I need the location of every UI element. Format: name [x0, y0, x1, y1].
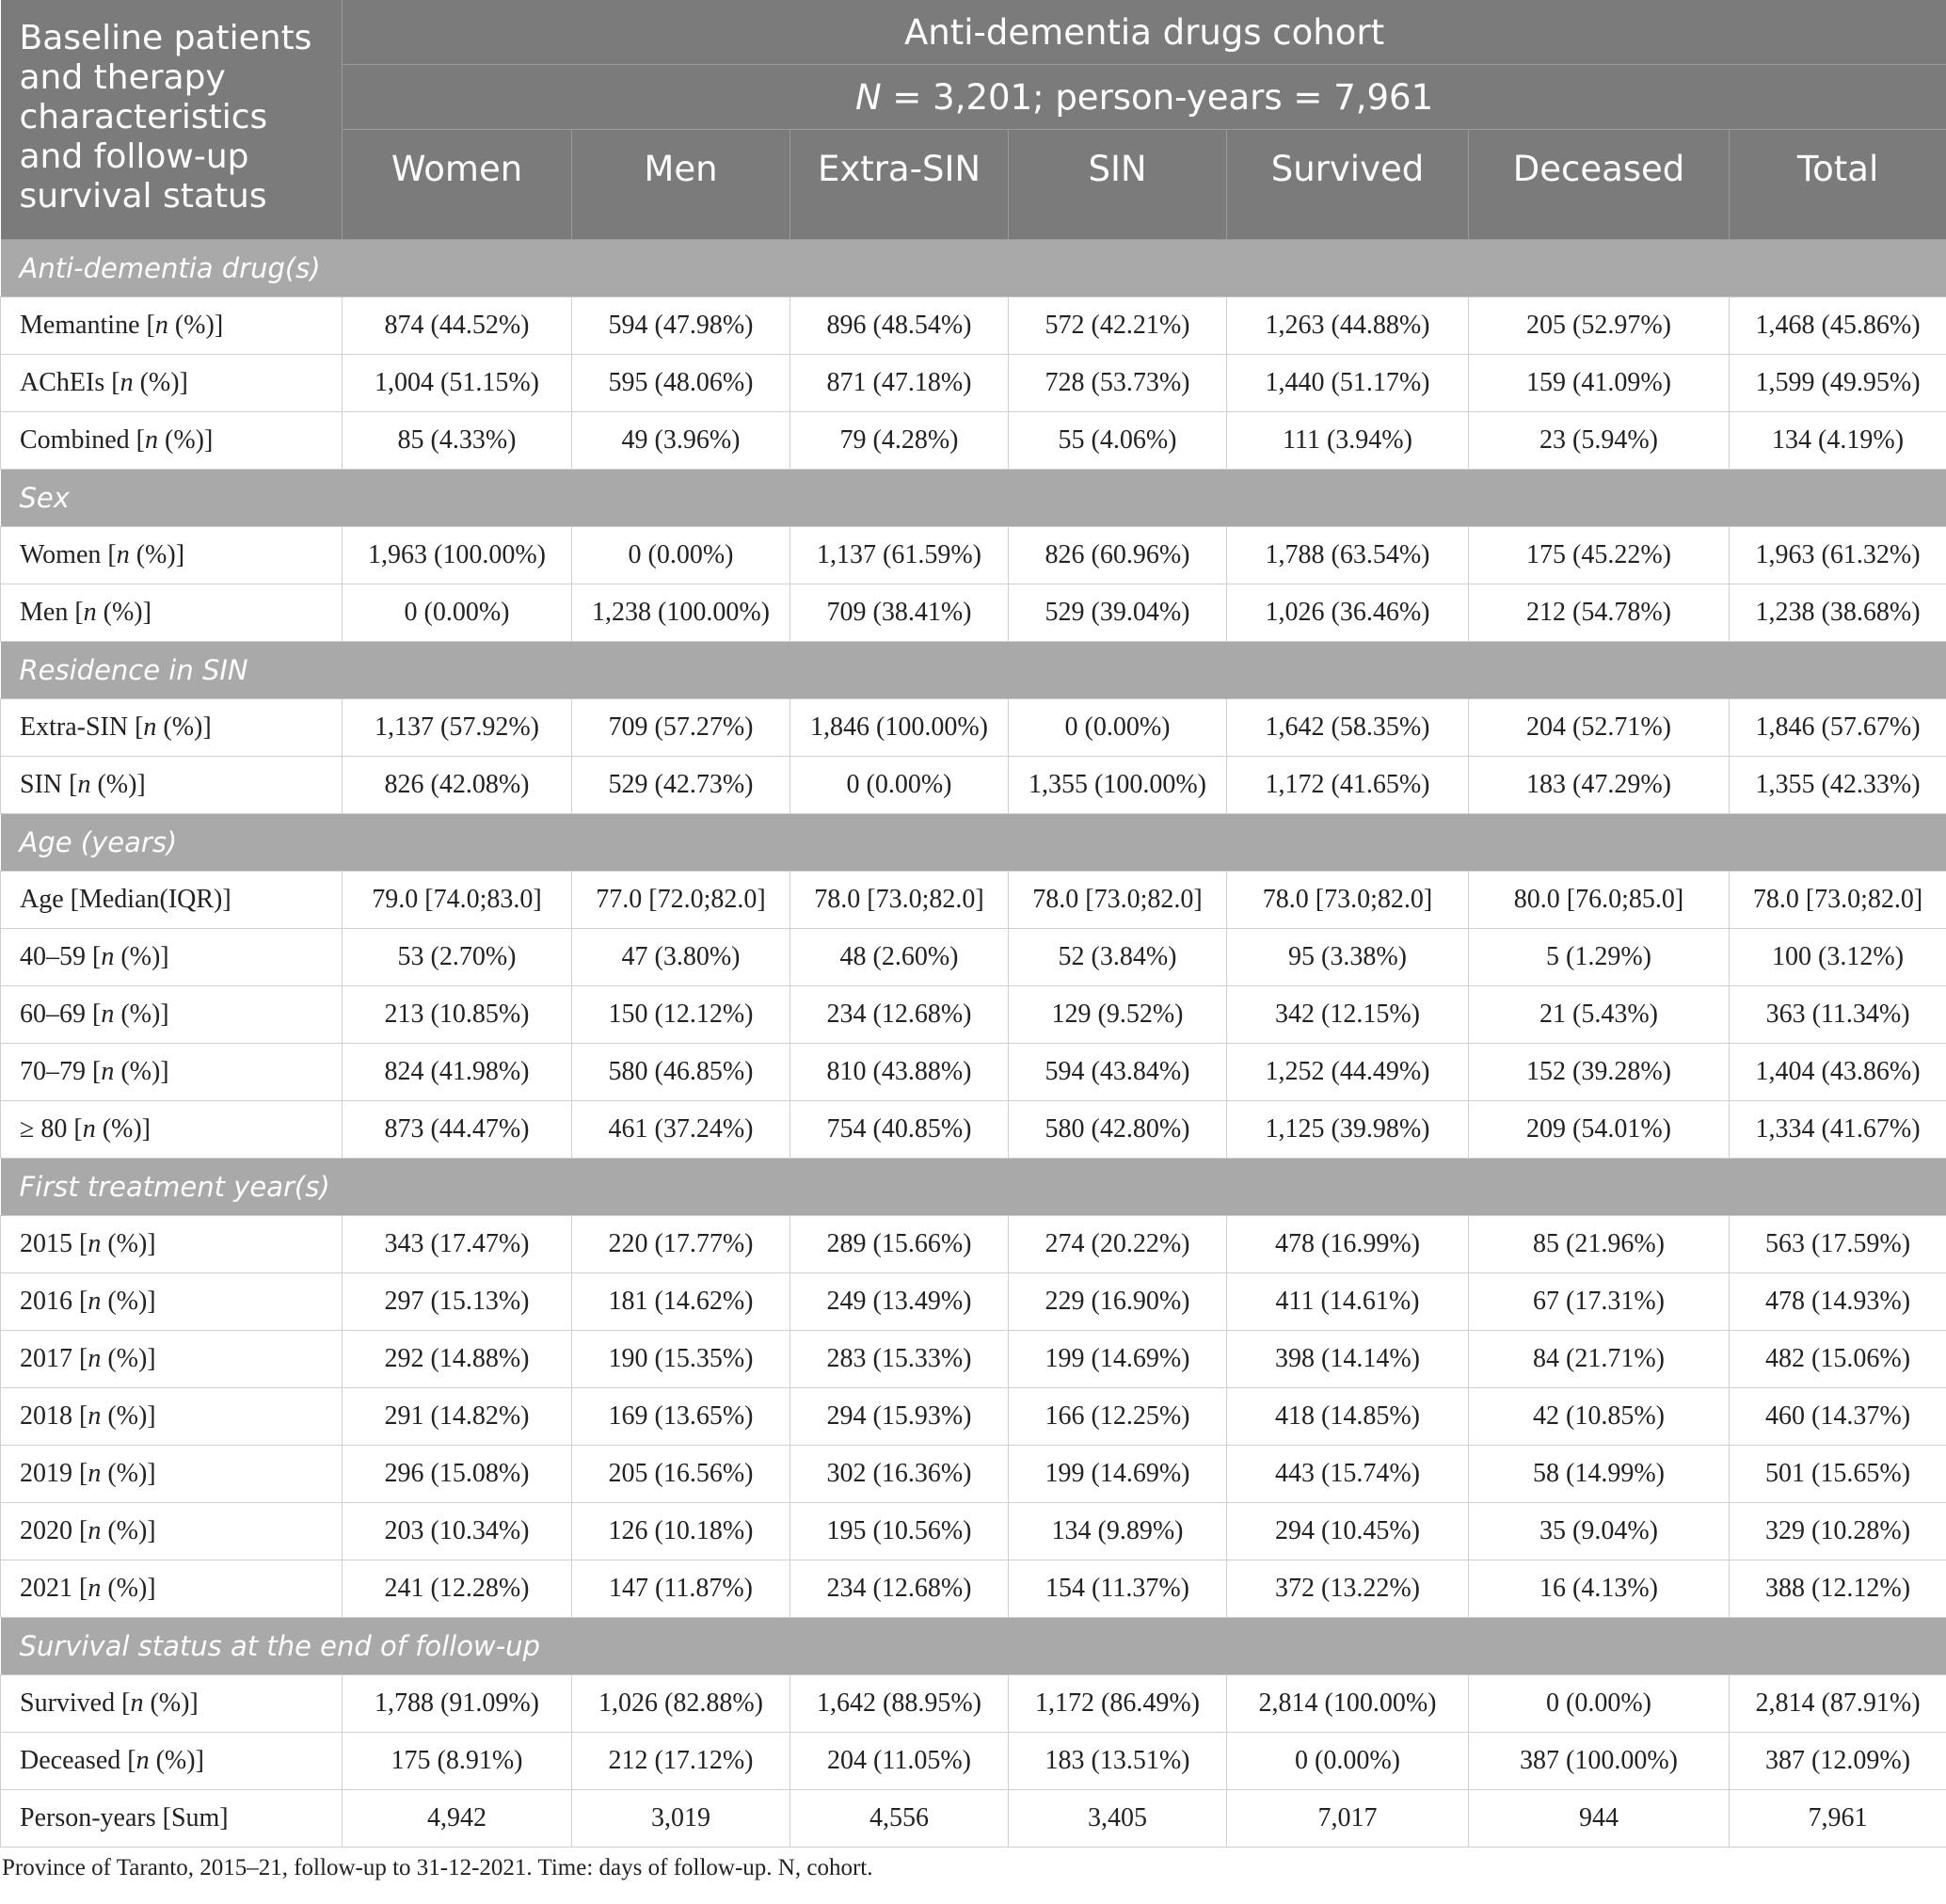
table-row: [1, 1446, 1946, 1503]
table-cell: 810 (43.88%): [790, 1044, 1009, 1101]
table-cell: 16 (4.13%): [1469, 1560, 1730, 1618]
row-label-unit: [n (%)]: [79, 1287, 156, 1316]
table-cell: 296 (15.08%): [343, 1446, 572, 1503]
table-cell: 134 (9.89%): [1009, 1503, 1227, 1560]
table-cell: 190 (15.35%): [572, 1331, 790, 1388]
table-cell: 1,963 (100.00%): [343, 527, 572, 584]
table-row: [1, 527, 1946, 584]
table-cell: 1,788 (63.54%): [1227, 527, 1469, 584]
table-cell: 1,334 (41.67%): [1730, 1101, 1946, 1159]
table-cell: 7,961: [1730, 1790, 1946, 1848]
row-label: [1, 1446, 343, 1503]
section-title: Residence in SIN: [1, 642, 1946, 699]
row-label: [1, 1101, 343, 1159]
table-row: [1, 355, 1946, 412]
table-row: [1, 412, 1946, 470]
row-label-text: Age: [20, 885, 64, 914]
row-label: [1, 1790, 343, 1848]
table-cell: 23 (5.94%): [1469, 412, 1730, 470]
table-cell: 302 (16.36%): [790, 1446, 1009, 1503]
table-row: [1, 757, 1946, 814]
table-cell: 205 (52.97%): [1469, 297, 1730, 355]
table-cell: 944: [1469, 1790, 1730, 1848]
table-cell: 594 (47.98%): [572, 297, 790, 355]
table-cell: 53 (2.70%): [343, 929, 572, 986]
table-cell: 212 (54.78%): [1469, 584, 1730, 642]
table-cell: 175 (45.22%): [1469, 527, 1730, 584]
table-cell: 580 (46.85%): [572, 1044, 790, 1101]
table-cell: 241 (12.28%): [343, 1560, 572, 1618]
table-cell: 78.0 [73.0;82.0]: [790, 872, 1009, 929]
table-row: [1, 1733, 1946, 1790]
table-cell: 289 (15.66%): [790, 1216, 1009, 1273]
table-cell: 372 (13.22%): [1227, 1560, 1469, 1618]
table-cell: 443 (15.74%): [1227, 1446, 1469, 1503]
column-header-deceased: Deceased: [1469, 130, 1730, 240]
row-label: [1, 986, 343, 1044]
table-row: [1, 1790, 1946, 1848]
table-row: [1, 872, 1946, 929]
table-cell: 1,252 (44.49%): [1227, 1044, 1469, 1101]
table-cell: 95 (3.38%): [1227, 929, 1469, 986]
table-cell: 195 (10.56%): [790, 1503, 1009, 1560]
table-cell: 1,172 (41.65%): [1227, 757, 1469, 814]
table-cell: 1,172 (86.49%): [1009, 1675, 1227, 1733]
table-row: [1, 584, 1946, 642]
table-cell: 874 (44.52%): [343, 297, 572, 355]
table-cell: 826 (60.96%): [1009, 527, 1227, 584]
row-label-text: 60–69: [20, 1000, 86, 1029]
table-cell: 478 (14.93%): [1730, 1273, 1946, 1331]
row-label: [1, 929, 343, 986]
table-cell: 100 (3.12%): [1730, 929, 1946, 986]
table-cell: 169 (13.65%): [572, 1388, 790, 1446]
table-cell: 4,556: [790, 1790, 1009, 1848]
table-row: [1, 929, 1946, 986]
cohort-n-letter: N: [854, 76, 882, 118]
table-cell: 5 (1.29%): [1469, 929, 1730, 986]
row-label-unit: [n (%)]: [79, 1516, 156, 1545]
row-label-unit: [n (%)]: [136, 425, 214, 455]
table-cell: 387 (12.09%): [1730, 1733, 1946, 1790]
corner-line: and follow-up: [19, 137, 249, 176]
table-cell: 709 (38.41%): [790, 584, 1009, 642]
table-cell: 572 (42.21%): [1009, 297, 1227, 355]
table-cell: 0 (0.00%): [1227, 1733, 1469, 1790]
table-cell: 826 (42.08%): [343, 757, 572, 814]
row-label-unit: [n (%)]: [92, 1000, 169, 1029]
table-cell: 134 (4.19%): [1730, 412, 1946, 470]
row-label-text: Combined: [20, 425, 130, 455]
table-cell: 204 (52.71%): [1469, 699, 1730, 757]
table-cell: 363 (11.34%): [1730, 986, 1946, 1044]
table-cell: 213 (10.85%): [343, 986, 572, 1044]
table-cell: 594 (43.84%): [1009, 1044, 1227, 1101]
table-cell: 204 (11.05%): [790, 1733, 1009, 1790]
table-cell: 482 (15.06%): [1730, 1331, 1946, 1388]
column-header-women: Women: [343, 130, 572, 240]
row-label: [1, 1044, 343, 1101]
section-title: Age (years): [1, 814, 1946, 872]
table-cell: 47 (3.80%): [572, 929, 790, 986]
table-cell: 52 (3.84%): [1009, 929, 1227, 986]
table-cell: 824 (41.98%): [343, 1044, 572, 1101]
section-title: First treatment year(s): [1, 1159, 1946, 1216]
table-row: [1, 1331, 1946, 1388]
table-cell: 85 (21.96%): [1469, 1216, 1730, 1273]
table-cell: 1,004 (51.15%): [343, 355, 572, 412]
table-cell: 0 (0.00%): [790, 757, 1009, 814]
row-label-text: 2016: [20, 1287, 72, 1316]
table-row: [1, 1388, 1946, 1446]
table-cell: 42 (10.85%): [1469, 1388, 1730, 1446]
table-cell: 896 (48.54%): [790, 297, 1009, 355]
row-label-text: 2018: [20, 1401, 72, 1431]
row-label-text: 70–79: [20, 1057, 86, 1086]
table-cell: 234 (12.68%): [790, 986, 1009, 1044]
row-label-text: 2021: [20, 1574, 72, 1603]
table-cell: 1,468 (45.86%): [1730, 297, 1946, 355]
row-label: [1, 1675, 343, 1733]
table-cell: 1,238 (100.00%): [572, 584, 790, 642]
row-label-text: Person-years: [20, 1803, 156, 1832]
row-label-unit: [n (%)]: [107, 540, 185, 569]
row-label-text: 2019: [20, 1459, 72, 1488]
row-label: [1, 872, 343, 929]
table-cell: 2,814 (87.91%): [1730, 1675, 1946, 1733]
row-label-unit: [n (%)]: [127, 1746, 204, 1775]
table-cell: 79 (4.28%): [790, 412, 1009, 470]
table-cell: 78.0 [73.0;82.0]: [1730, 872, 1946, 929]
table-row: [1, 699, 1946, 757]
table-cell: 411 (14.61%): [1227, 1273, 1469, 1331]
table-cell: 297 (15.13%): [343, 1273, 572, 1331]
table-cell: 234 (12.68%): [790, 1560, 1009, 1618]
table-cell: 294 (15.93%): [790, 1388, 1009, 1446]
row-label: [1, 297, 343, 355]
table-cell: 21 (5.43%): [1469, 986, 1730, 1044]
row-label-text: Extra-SIN: [20, 712, 129, 742]
table-cell: 1,026 (82.88%): [572, 1675, 790, 1733]
table-cell: 1,137 (61.59%): [790, 527, 1009, 584]
table-cell: 48 (2.60%): [790, 929, 1009, 986]
table-row: [1, 986, 1946, 1044]
row-label: [1, 1388, 343, 1446]
table-cell: 229 (16.90%): [1009, 1273, 1227, 1331]
cohort-n-rest: = 3,201; person-years = 7,961: [881, 76, 1434, 118]
table-cell: 418 (14.85%): [1227, 1388, 1469, 1446]
column-header-survived: Survived: [1227, 130, 1469, 240]
table-cell: 183 (47.29%): [1469, 757, 1730, 814]
table-cell: 154 (11.37%): [1009, 1560, 1227, 1618]
cohort-title: Anti-dementia drugs cohort: [343, 0, 1946, 65]
table-cell: 2,814 (100.00%): [1227, 1675, 1469, 1733]
table-cell: 67 (17.31%): [1469, 1273, 1730, 1331]
table-cell: 0 (0.00%): [1469, 1675, 1730, 1733]
row-label-unit: [n (%)]: [79, 1401, 156, 1431]
table-cell: 1,963 (61.32%): [1730, 527, 1946, 584]
table-cell: 212 (17.12%): [572, 1733, 790, 1790]
table-row: [1, 297, 1946, 355]
table-cell: 209 (54.01%): [1469, 1101, 1730, 1159]
table-body: [1, 240, 1946, 1848]
table-cell: 199 (14.69%): [1009, 1446, 1227, 1503]
section-header-row: [1, 642, 1946, 699]
table-cell: 1,238 (38.68%): [1730, 584, 1946, 642]
row-label-unit: [n (%)]: [73, 1114, 151, 1144]
table-row: [1, 1503, 1946, 1560]
row-label: [1, 1273, 343, 1331]
row-label-unit: [n (%)]: [146, 311, 224, 340]
table-row: [1, 1560, 1946, 1618]
row-label-unit: [n (%)]: [79, 1574, 156, 1603]
table-cell: 183 (13.51%): [1009, 1733, 1227, 1790]
row-label: [1, 527, 343, 584]
table-cell: 398 (14.14%): [1227, 1331, 1469, 1388]
table-cell: 478 (16.99%): [1227, 1216, 1469, 1273]
row-label: [1, 412, 343, 470]
row-label-unit: [n (%)]: [79, 1344, 156, 1373]
row-label: [1, 355, 343, 412]
row-label-unit: [n (%)]: [111, 368, 188, 397]
table-cell: 58 (14.99%): [1469, 1446, 1730, 1503]
table-cell: 80.0 [76.0;85.0]: [1469, 872, 1730, 929]
row-label-text: ≥ 80: [20, 1114, 68, 1144]
table-cell: 529 (39.04%): [1009, 584, 1227, 642]
row-label-text: SIN: [20, 770, 63, 799]
section-title: Survival status at the end of follow-up: [1, 1618, 1946, 1675]
column-header-total: Total: [1730, 130, 1946, 240]
table-cell: 580 (42.80%): [1009, 1101, 1227, 1159]
table-cell: 220 (17.77%): [572, 1216, 790, 1273]
table-cell: 294 (10.45%): [1227, 1503, 1469, 1560]
corner-line: Baseline patients: [19, 19, 312, 57]
table-cell: 1,788 (91.09%): [343, 1675, 572, 1733]
table-footnote: Province of Taranto, 2015–21, follow-up to 31-12-2021. Time: days of follow-up. N, cohort.: [2, 1855, 873, 1880]
table-cell: 35 (9.04%): [1469, 1503, 1730, 1560]
section-header-row: [1, 814, 1946, 872]
table-cell: 166 (12.25%): [1009, 1388, 1227, 1446]
table-cell: 0 (0.00%): [572, 527, 790, 584]
table-cell: 709 (57.27%): [572, 699, 790, 757]
row-label-text: 2020: [20, 1516, 72, 1545]
table-cell: 79.0 [74.0;83.0]: [343, 872, 572, 929]
row-label-text: Survived: [20, 1688, 116, 1718]
section-title: Sex: [1, 470, 1946, 527]
row-label-text: 40–59: [20, 942, 86, 971]
table-cell: 3,405: [1009, 1790, 1227, 1848]
table-cell: 126 (10.18%): [572, 1503, 790, 1560]
table-cell: 181 (14.62%): [572, 1273, 790, 1331]
column-header-men: Men: [572, 130, 790, 240]
table-row: [1, 1675, 1946, 1733]
corner-line: characteristics: [19, 98, 268, 136]
table-cell: 461 (37.24%): [572, 1101, 790, 1159]
row-label-text: 2017: [20, 1344, 72, 1373]
table-cell: 1,404 (43.86%): [1730, 1044, 1946, 1101]
table-row: [1, 1273, 1946, 1331]
row-label: [1, 1560, 343, 1618]
column-header-sin: SIN: [1009, 130, 1227, 240]
table-cell: 3,019: [572, 1790, 790, 1848]
table-cell: 1,846 (57.67%): [1730, 699, 1946, 757]
cohort-size: [343, 65, 1946, 130]
table-cell: 283 (15.33%): [790, 1331, 1009, 1388]
table-cell: 0 (0.00%): [1009, 699, 1227, 757]
table-cell: 501 (15.65%): [1730, 1446, 1946, 1503]
row-label-unit: [Sum]: [162, 1803, 229, 1832]
table-cell: 205 (16.56%): [572, 1446, 790, 1503]
table-cell: 1,440 (51.17%): [1227, 355, 1469, 412]
table-cell: 871 (47.18%): [790, 355, 1009, 412]
table-cell: 159 (41.09%): [1469, 355, 1730, 412]
row-label-text: Women: [20, 540, 102, 569]
table-cell: 1,642 (88.95%): [790, 1675, 1009, 1733]
section-title: Anti-dementia drug(s): [1, 240, 1946, 297]
row-label-unit: [n (%)]: [135, 712, 212, 742]
section-header-row: [1, 1159, 1946, 1216]
row-label-unit: [Median(IQR)]: [70, 885, 231, 914]
table-cell: 343 (17.47%): [343, 1216, 572, 1273]
table-cell: 55 (4.06%): [1009, 412, 1227, 470]
table-cell: 249 (13.49%): [790, 1273, 1009, 1331]
row-label: [1, 1733, 343, 1790]
table-cell: 129 (9.52%): [1009, 986, 1227, 1044]
row-label-unit: [n (%)]: [121, 1688, 199, 1718]
row-label-unit: [n (%)]: [79, 1459, 156, 1488]
table-cell: 152 (39.28%): [1469, 1044, 1730, 1101]
table-cell: 595 (48.06%): [572, 355, 790, 412]
table-cell: 199 (14.69%): [1009, 1331, 1227, 1388]
table-cell: 1,599 (49.95%): [1730, 355, 1946, 412]
table-cell: 77.0 [72.0;82.0]: [572, 872, 790, 929]
table-row: [1, 1101, 1946, 1159]
table-cell: 388 (12.12%): [1730, 1560, 1946, 1618]
table-cell: 873 (44.47%): [343, 1101, 572, 1159]
column-header-extra-sin: Extra-SIN: [790, 130, 1009, 240]
table-cell: 329 (10.28%): [1730, 1503, 1946, 1560]
table-cell: 4,942: [343, 1790, 572, 1848]
row-label-unit: [n (%)]: [92, 942, 169, 971]
table-cell: 460 (14.37%): [1730, 1388, 1946, 1446]
row-label: [1, 1503, 343, 1560]
row-label-text: Deceased: [20, 1746, 121, 1775]
table-cell: 754 (40.85%): [790, 1101, 1009, 1159]
row-label: [1, 757, 343, 814]
table-cell: 1,846 (100.00%): [790, 699, 1009, 757]
table-row: [1, 1044, 1946, 1101]
table-cell: 150 (12.12%): [572, 986, 790, 1044]
row-label: [1, 699, 343, 757]
section-header-row: [1, 470, 1946, 527]
table-cell: 292 (14.88%): [343, 1331, 572, 1388]
corner-line: and therapy: [19, 58, 226, 97]
table-cell: 78.0 [73.0;82.0]: [1227, 872, 1469, 929]
table-cell: 7,017: [1227, 1790, 1469, 1848]
row-label-unit: [n (%)]: [79, 1229, 156, 1258]
table-cell: 1,263 (44.88%): [1227, 297, 1469, 355]
table-cell: 1,026 (36.46%): [1227, 584, 1469, 642]
table-cell: 342 (12.15%): [1227, 986, 1469, 1044]
table-cell: 111 (3.94%): [1227, 412, 1469, 470]
row-label-text: Men: [20, 598, 69, 627]
row-label: [1, 1331, 343, 1388]
corner-line: survival status: [19, 177, 267, 216]
table-cell: 1,642 (58.35%): [1227, 699, 1469, 757]
table-cell: 728 (53.73%): [1009, 355, 1227, 412]
row-label-unit: [n (%)]: [69, 770, 146, 799]
row-label-unit: [n (%)]: [92, 1057, 169, 1086]
table-cell: 175 (8.91%): [343, 1733, 572, 1790]
row-label: [1, 1216, 343, 1273]
table-cell: 49 (3.96%): [572, 412, 790, 470]
table-row: [1, 1216, 1946, 1273]
table-cell: 84 (21.71%): [1469, 1331, 1730, 1388]
section-header-row: [1, 240, 1946, 297]
table-cell: 85 (4.33%): [343, 412, 572, 470]
row-label-unit: [n (%)]: [74, 598, 152, 627]
row-label-text: Memantine: [20, 311, 140, 340]
table-cell: 0 (0.00%): [343, 584, 572, 642]
table-cell: 529 (42.73%): [572, 757, 790, 814]
table-cell: 147 (11.87%): [572, 1560, 790, 1618]
table-cell: 291 (14.82%): [343, 1388, 572, 1446]
row-label-text: 2015: [20, 1229, 72, 1258]
table-cell: 1,355 (42.33%): [1730, 757, 1946, 814]
table-cell: 1,125 (39.98%): [1227, 1101, 1469, 1159]
corner-header: [1, 0, 343, 240]
table-cell: 387 (100.00%): [1469, 1733, 1730, 1790]
row-label-text: AChEIs: [20, 368, 105, 397]
section-header-row: [1, 1618, 1946, 1675]
table-cell: 1,355 (100.00%): [1009, 757, 1227, 814]
table-cell: 563 (17.59%): [1730, 1216, 1946, 1273]
table-cell: 274 (20.22%): [1009, 1216, 1227, 1273]
table-cell: 78.0 [73.0;82.0]: [1009, 872, 1227, 929]
table-cell: 1,137 (57.92%): [343, 699, 572, 757]
row-label: [1, 584, 343, 642]
table-cell: 203 (10.34%): [343, 1503, 572, 1560]
